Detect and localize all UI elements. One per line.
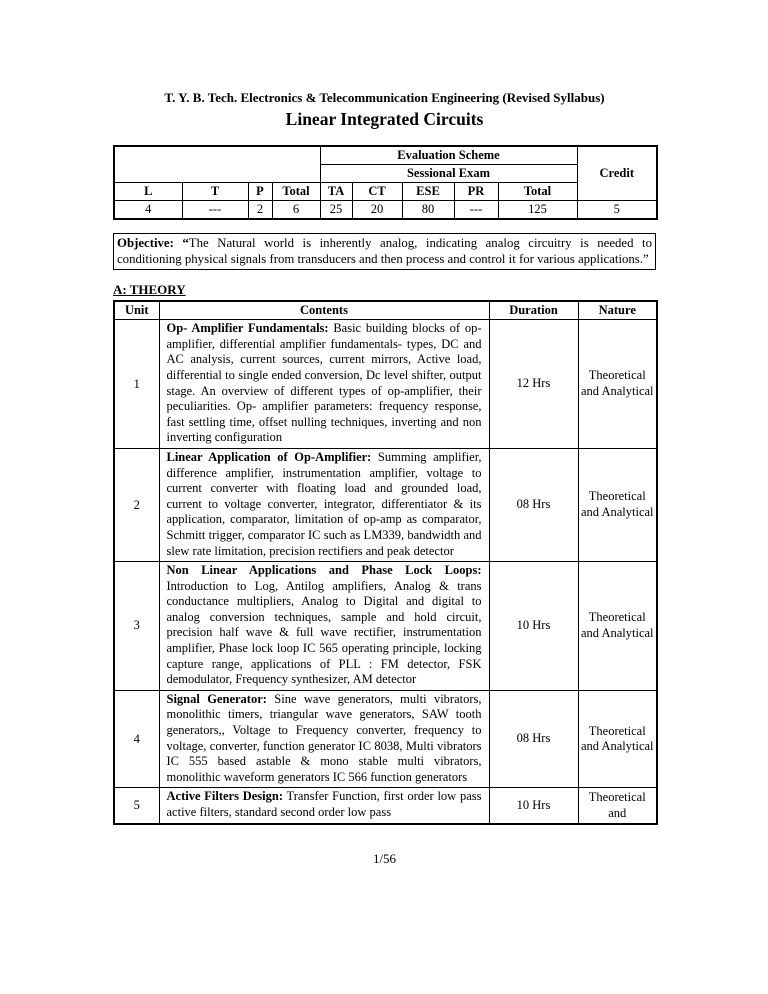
page-content [113, 90, 656, 867]
eval-row-columns [114, 183, 657, 201]
unit-topic-body: Sine wave generators, multi vibrators, monolithic timers, triangular wave generators, SAW tooth generators,, Voltage to Frequency converter, frequency to voltage, converter, function generator IC 8038, Multi vibrators IC 555 based astable & mono stable multi vibrators, monolithic waveform generators IC 566 function generators [166, 691, 482, 784]
page-number: 1/56 [372, 850, 397, 866]
unit-topic-body: Basic building blocks of op-amplifier, differential amplifier fundamentals- types, DC and AC analysis, current sources, current mirrors, Active load, differential to single ended conversion, Dc level shifter, output stage. An overview of different types of op-amplifier, their peculiarities. Op- amplifier parameters: frequency response, fast settling time, offset nulling techniques, inverting and non inverting configuration [166, 321, 482, 445]
unit-nature: Theoretical and Analytical [578, 562, 657, 691]
unit-nature: Theoretical and [578, 788, 657, 824]
eval-col-t: T [182, 183, 248, 201]
theory-header-row [114, 301, 657, 320]
eval-col-pr: PR [454, 183, 498, 201]
eval-col-total2: Total [498, 183, 577, 201]
objective-box [113, 233, 656, 270]
eval-val-total2: 125 [498, 201, 577, 220]
unit-contents [159, 320, 489, 449]
unit-number: 3 [114, 562, 159, 691]
sessional-exam-header: Sessional Exam [320, 165, 577, 183]
eval-val-p: 2 [248, 201, 272, 220]
program-title: T. Y. B. Tech. Electronics & Telecommunication Engineering (Revised Syllabus) [164, 90, 605, 105]
unit-number: 1 [114, 320, 159, 449]
unit-nature: Theoretical and Analytical [578, 690, 657, 788]
evaluation-scheme-table [113, 145, 658, 220]
theory-row-unit5 [114, 788, 657, 824]
unit-duration: 12 Hrs [489, 320, 578, 449]
unit-topic-body: Summing amplifier, difference amplifier, instrumentation amplifier, voltage to current converter with floating load and grounded load, current to voltage converter, integrator, differentiator & its application, comparator, limitation of op-amp as comparator, Schmitt trigger, comparator IC such as LM339, bandwidth and slew rate limitation, precision rectifiers and peak detector [166, 449, 482, 558]
eval-row-values [114, 201, 657, 220]
theory-row-unit2 [114, 448, 657, 561]
evaluation-scheme-header: Evaluation Scheme [320, 146, 577, 165]
unit-topic-title: Linear Application of Op-Amplifier: [166, 449, 372, 464]
unit-number: 2 [114, 448, 159, 561]
unit-duration: 10 Hrs [489, 788, 578, 824]
theory-row-unit3 [114, 562, 657, 691]
eval-val-t: --- [182, 201, 248, 220]
eval-val-pr: --- [454, 201, 498, 220]
theory-row-unit1 [114, 320, 657, 449]
theory-row-unit4 [114, 690, 657, 788]
unit-topic-body: Introduction to Log, Antilog amplifiers, Analog & trans conductance multipliers, Analog to Digital and digital to analog conversion techniques, sample and hold circuit, precision half wave & full wave rectifier, instrumentation amplifier, Phase lock loop IC 565 operating principle, locking capture range, applications of PLL : FM detector, FSK demodulator, Frequency synthesizer, AM detector [166, 578, 482, 687]
unit-topic-title: Op- Amplifier Fundamentals: [166, 321, 329, 336]
unit-topic-body: Transfer Function, first order low pass active filters, standard second order low pass [166, 789, 482, 819]
credit-value: 5 [577, 201, 657, 220]
unit-contents [159, 788, 489, 824]
objective-label: Objective: “ [117, 236, 189, 250]
eval-val-ese: 80 [402, 201, 454, 220]
eval-val-total: 6 [272, 201, 320, 220]
unit-topic-title: Non Linear Applications and Phase Lock Loops: [166, 563, 482, 578]
eval-empty-cell [114, 146, 320, 183]
theory-section-heading: A: THEORY [113, 282, 186, 298]
theory-col-nature: Nature [578, 301, 657, 320]
credit-header: Credit [577, 146, 657, 201]
theory-col-contents: Contents [159, 301, 489, 320]
eval-col-total: Total [272, 183, 320, 201]
theory-table [113, 300, 658, 824]
eval-col-ta: TA [320, 183, 352, 201]
unit-contents [159, 448, 489, 561]
unit-duration: 10 Hrs [489, 562, 578, 691]
eval-row-scheme [114, 146, 657, 165]
unit-contents [159, 562, 489, 691]
eval-col-ct: CT [352, 183, 402, 201]
eval-val-ct: 20 [352, 201, 402, 220]
unit-duration: 08 Hrs [489, 448, 578, 561]
unit-duration: 08 Hrs [489, 690, 578, 788]
unit-number: 4 [114, 690, 159, 788]
unit-number: 5 [114, 788, 159, 824]
eval-val-ta: 25 [320, 201, 352, 220]
theory-col-unit: Unit [114, 301, 159, 320]
eval-col-l: L [114, 183, 182, 201]
unit-nature: Theoretical and Analytical [578, 448, 657, 561]
course-title: Linear Integrated Circuits [285, 109, 484, 129]
unit-topic-title: Active Filters Design: [166, 789, 283, 804]
unit-nature: Theoretical and Analytical [578, 320, 657, 449]
eval-col-p: P [248, 183, 272, 201]
eval-col-ese: ESE [402, 183, 454, 201]
theory-col-duration: Duration [489, 301, 578, 320]
eval-val-l: 4 [114, 201, 182, 220]
unit-topic-title: Signal Generator: [166, 691, 267, 706]
unit-contents [159, 690, 489, 788]
objective-text: The Natural world is inherently analog, indicating analog circuitry is needed to conditioning physical signals from transducers and then process and control it for various applications.” [117, 236, 652, 266]
